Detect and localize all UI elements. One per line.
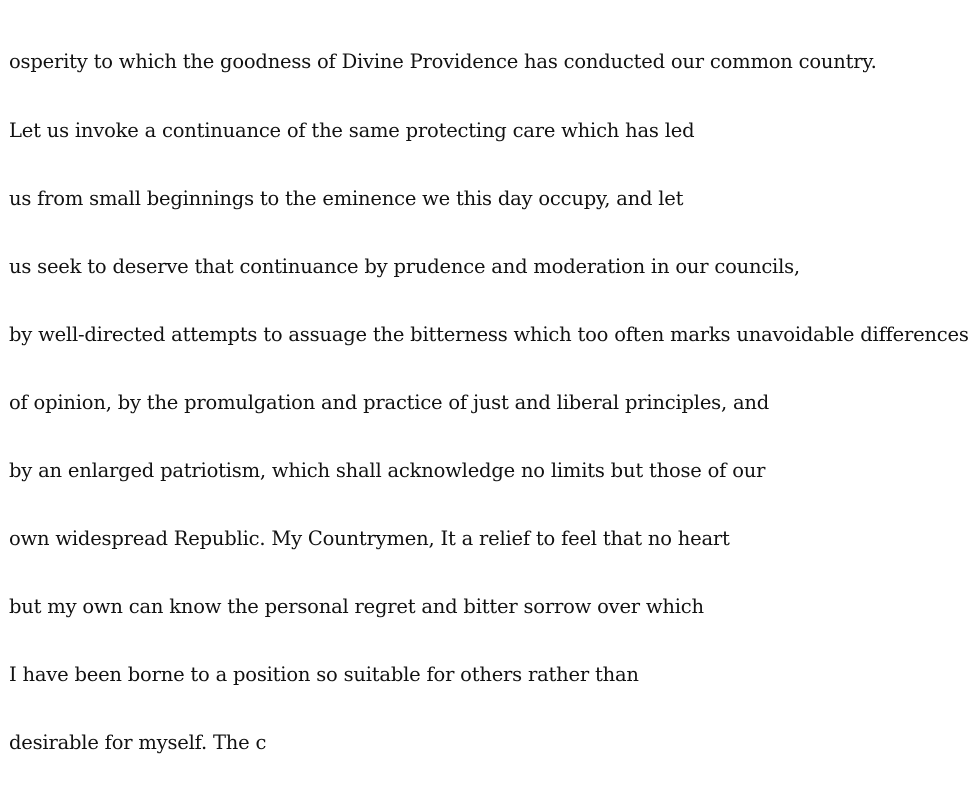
text-line-8: own widespread Republic. My Countrymen, It a relief to feel that no heart <box>9 527 730 551</box>
text-line-11: desirable for myself. The c <box>9 731 267 755</box>
text-line-2: Let us invoke a continuance of the same protecting care which has led <box>9 118 695 142</box>
text-line-4: us seek to deserve that continuance by prudence and moderation in our councils, <box>9 254 800 278</box>
text-line-1: osperity to which the goodness of Divine Providence has conducted our common country. <box>9 50 877 74</box>
text-line-9: but my own can know the personal regret and bitter sorrow over which <box>9 595 704 619</box>
text-line-10: I have been borne to a position so suitable for others rather than <box>9 663 639 687</box>
text-line-5: by well-directed attempts to assuage the bitterness which too often marks unavoidable differences <box>9 322 969 346</box>
text-line-6: of opinion, by the promulgation and practice of just and liberal principles, and <box>9 390 770 414</box>
text-line-7: by an enlarged patriotism, which shall acknowledge no limits but those of our <box>9 458 766 482</box>
text-line-3: us from small beginnings to the eminence we this day occupy, and let <box>9 186 684 210</box>
document-text <box>9 6 969 800</box>
